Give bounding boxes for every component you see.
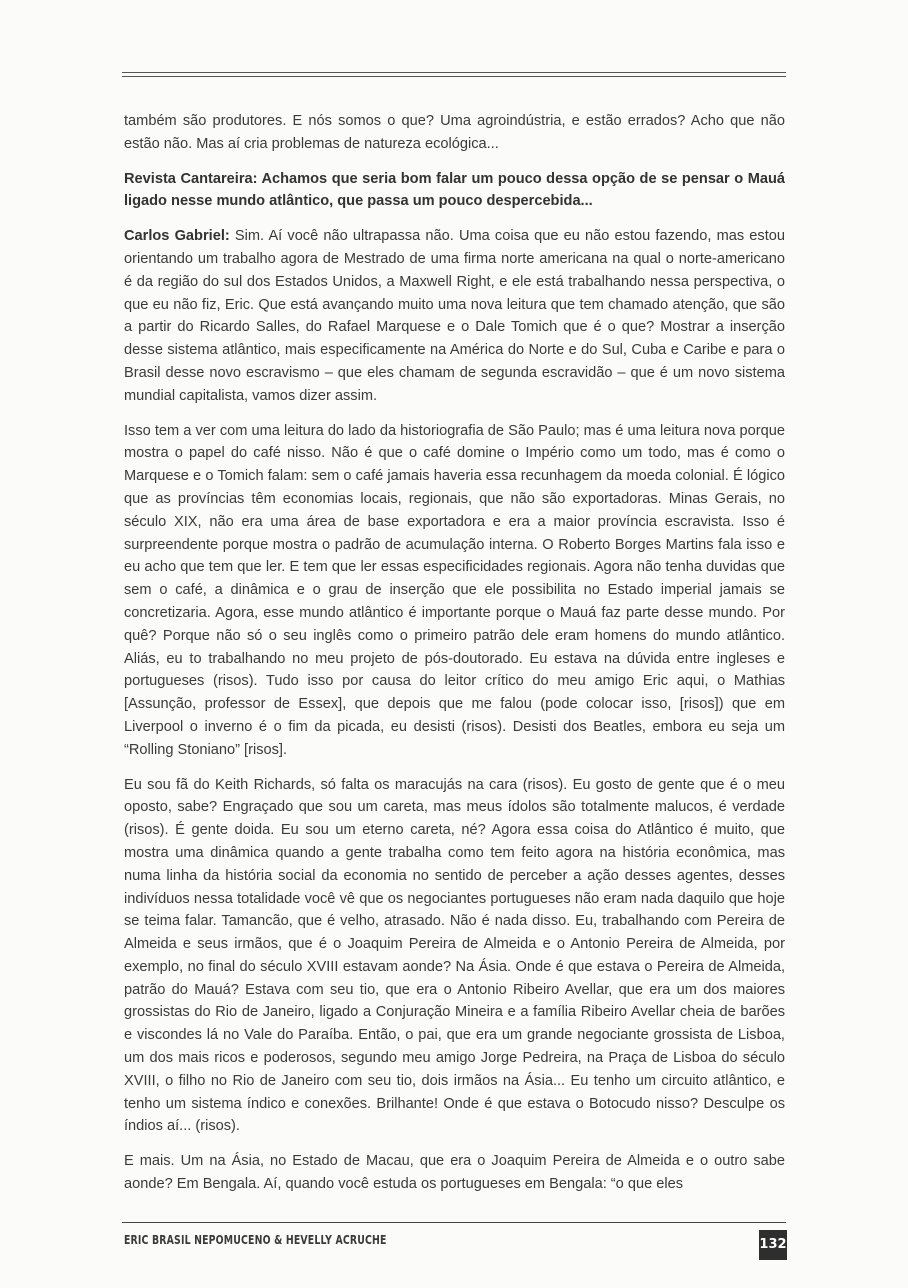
page-number: 132 xyxy=(759,1230,787,1260)
header-rule xyxy=(122,72,786,77)
article-body xyxy=(124,110,785,1208)
paragraph xyxy=(124,225,785,407)
speaker-label: Carlos Gabriel: xyxy=(124,228,230,245)
interviewer-question: Revista Cantareira: Achamos que seria bom falar um pouco dessa opção de se pensar o Mauá ligado nesse mundo atlântico, que passa um pouco despercebida... xyxy=(124,170,785,210)
paragraph: Isso tem a ver com uma leitura do lado da historiografia de São Paulo; mas é uma leitura nova porque mostra o papel do café nisso. Não é que o café domine o Império como um todo, mas é como o Marquese e o Tomich falam: sem o café jamais haveria essa recunhagem da moeda colonial. É lógico que as províncias têm economias locais, regionais, que não são exportadoras. Minas Gerais, no século XIX, não era uma área de base exportadora e era a maior província escravista. Isso é surpreendente porque mostra o padrão de acumulação interna. O Roberto Borges Martins fala isso e eu acho que tem que ler. E tem que ler essas especificidades regionais. Agora não tenha duvidas que sem o café, a dinâmica e o grau de inserção que ele possibilita no Estado imperial jamais se concretizaria. Agora, esse mundo atlântico é importante porque o Mauá faz parte desse mundo. Por quê? Porque não só o seu inglês como o primeiro patrão dele eram homens do mundo atlântico. Aliás, eu to trabalhando no meu projeto de pós-doutorado. Eu estava na dúvida entre ingleses e portugueses (risos). Tudo isso por causa do leitor crítico do meu amigo Eric aqui, o Mathias [Assunção, professor de Essex], que depois que me falou (pode colocar isso, [risos]) que em Liverpool o inverno é o fim da picada, eu desisti (risos). Desisti dos Beatles, embora eu seja um “Rolling Stoniano” [risos]. xyxy=(124,422,785,758)
footer-authors: ERIC BRASIL NEPOMUCENO & HEVELLY ACRUCHE xyxy=(124,1233,387,1247)
paragraph: também são produtores. E nós somos o que? Uma agroindústria, e estão errados? Acho que não estão não. Mas aí cria problemas de natureza ecológica... xyxy=(124,113,785,152)
footer-rule xyxy=(122,1222,786,1223)
paragraph: E mais. Um na Ásia, no Estado de Macau, que era o Joaquim Pereira de Almeida e o outro sabe aonde? Em Bengala. Aí, quando você estuda os portugueses em Bengala: “o que eles xyxy=(124,1153,785,1193)
answer-text: Sim. Aí você não ultrapassa não. Uma coisa que eu não estou fazendo, mas estou orientando um trabalho agora de Mestrado de uma firma norte americana na qual o norte-americano é da região do sul dos Estados Unidos, a Maxwell Right, e ele está trabalhando nessa perspectiva, o que eu não fiz, Eric. Que está avançando muito uma nova leitura que tem chamado atenção, que são a partir do Ricardo Salles, do Rafael Marquese e o Dale Tomich que é o que? Mostrar a inserção desse sistema atlântico, mais especificamente na América do Norte e do Sul, Cuba e Caribe e para o Brasil desse novo escravismo – que eles chamam de segunda escravidão – que é um novo sistema mundial capitalista, vamos dizer assim. xyxy=(124,228,785,404)
paragraph: Eu sou fã do Keith Richards, só falta os maracujás na cara (risos). Eu gosto de gente que é o meu oposto, sabe? Engraçado que sou um careta, mas meus ídolos são totalmente malucos, é verdade (risos). É gente doida. Eu sou um eterno careta, né? Agora essa coisa do Atlântico é muito, que mostra uma dinâmica quando a gente trabalha como tem feito agora na história econômica, mas numa linha da história social da economia no sentido de perceber a ação desses agentes, desses indivíduos nessa totalidade você vê que os negociantes portugueses não eram nada daquilo que hoje se teima falar. Tamancão, que é velho, atrasado. Não é nada disso. Eu, trabalhando com Pereira de Almeida e seus irmãos, que é o Joaquim Pereira de Almeida e o Antonio Pereira de Almeida, por exemplo, no final do século XVIII estavam aonde? Na Ásia. Onde é que estava o Pereira de Almeida, patrão do Mauá? Estava com seu tio, que era o Antonio Ribeiro Avellar, que era um dos maiores grossistas do Rio de Janeiro, ligado a Conjuração Mineira e a família Ribeiro Avellar cheia de barões e viscondes lá no Vale do Paraíba. Então, o pai, que era um grande negociante grossista de Lisboa, um dos mais ricos e poderosos, segundo meu amigo Jorge Pedreira, na Praça de Lisboa do século XVIII, o filho no Rio de Janeiro com seu tio, dois irmãos na Ásia... Eu tenho um circuito atlântico, e tenho um sistema índico e conexões. Brilhante! Onde é que estava o Botocudo nisso? Desculpe os índios aí... (risos). xyxy=(124,776,785,1135)
